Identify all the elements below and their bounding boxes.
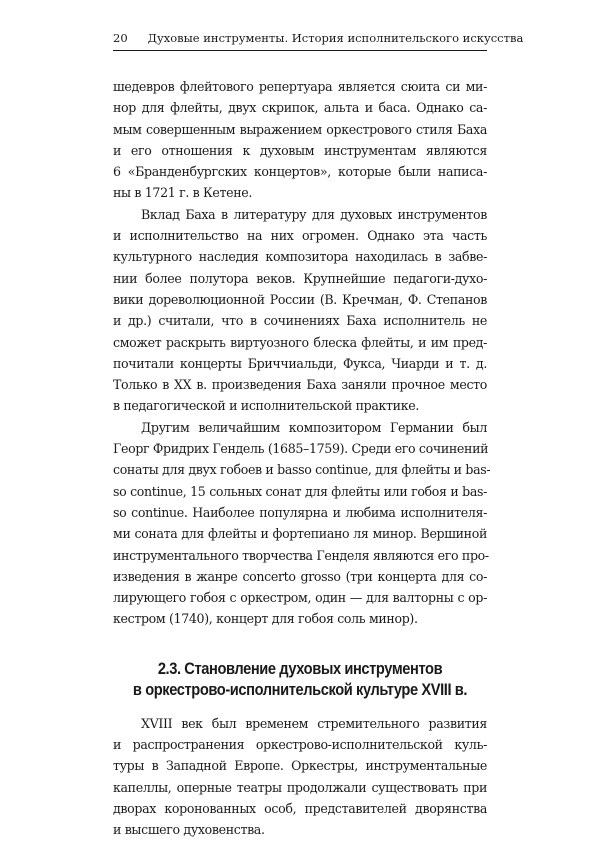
text-line: почитали концерты Бриччиальди, Фукса, Чиарди и т. д.: [113, 355, 487, 371]
text-line: дворах коронованных особ, представителей дворянства: [113, 800, 487, 816]
book-page: [113, 30, 524, 841]
text-line: шедевров флейтового репертуара является сюита си ми-: [113, 79, 487, 94]
paragraph-bach-contribution: [113, 204, 487, 417]
text-line: Георг Фридрих Гендель (1685–1759). Среди его сочинений: [113, 441, 489, 457]
body-text: [113, 76, 491, 841]
text-line: сонаты для двух гобоев и basso continue, для флейты и bas-: [113, 462, 491, 478]
text-line: Только в XX в. произведения Баха заняли прочное место: [113, 377, 487, 393]
section-heading: [132, 659, 469, 702]
text-line: культурного наследия композитора находилась в забве-: [113, 249, 487, 265]
text-line: нор для флейты, двух скрипок, альта и баса. Однако са-: [113, 100, 487, 116]
text-line: вики дореволюционной России (В. Кречман, Ф. Степанов: [113, 291, 487, 307]
text-line: Другим величайшим композитором Германии был: [141, 419, 487, 435]
running-title: Духовые инструменты. История исполнительского искусства: [147, 31, 524, 45]
text-line: кестром (1740), концерт для гобоя соль минор).: [113, 611, 418, 627]
paragraph-bach-suite: [113, 76, 487, 204]
text-line: лирующего гобоя с оркестром, один — для валторны с ор-: [113, 590, 487, 606]
text-line: XVIII век был временем стремительного развития: [141, 715, 487, 731]
text-line: so continue, 15 сольных сонат для флейты или гобоя и bas-: [113, 483, 487, 499]
text-line: мым совершенным выражением оркестрового стиля Баха: [113, 121, 487, 137]
text-line: нии более полутора веков. Крупнейшие педагоги-духо-: [113, 270, 487, 286]
paragraph-eighteenth-century: [113, 713, 487, 841]
text-line: капеллы, оперные театры продолжали существовать при: [113, 779, 487, 795]
text-line: и его отношения к духовым инструментам являются: [113, 142, 487, 158]
running-header: [113, 30, 524, 51]
text-line: туры в Западной Европе. Оркестры, инструментальные: [113, 758, 487, 774]
text-line: и др.) считали, что в сочинениях Баха исполнитель не: [113, 313, 487, 329]
page-number: 20: [113, 31, 128, 45]
text-line: изведения в жанре concerto grosso (три концерта для со-: [113, 568, 487, 584]
text-line: и исполнительство на них огромен. Однако эта часть: [113, 228, 487, 244]
text-line: ми соната для флейты и фортепиано ля минор. Вершиной: [113, 526, 487, 542]
text-line: сможет раскрыть виртуозного блеска флейты, и им пред-: [113, 334, 487, 350]
text-line: 6 «Бранденбургских концертов», которые были написа-: [113, 164, 487, 180]
paragraph-handel: [113, 417, 491, 630]
text-line: и высшего духовенства.: [113, 822, 265, 838]
text-line: в педагогической и исполнительской практике.: [113, 398, 419, 414]
text-line: и распространения оркестрово-исполнительской куль-: [113, 737, 487, 753]
text-line: Вклад Баха в литературу для духовых инструментов: [141, 206, 487, 222]
section-title-line: в оркестрово-исполнительской культуре XVIII в.: [132, 681, 468, 700]
text-line: so continue. Наиболее популярна и любима исполнителя-: [113, 504, 487, 520]
text-line: инструментального творчества Генделя являются его про-: [113, 547, 489, 563]
text-line: ны в 1721 г. в Кетене.: [113, 185, 253, 201]
section-title-line: 2.3. Становление духовых инструментов: [157, 659, 443, 678]
